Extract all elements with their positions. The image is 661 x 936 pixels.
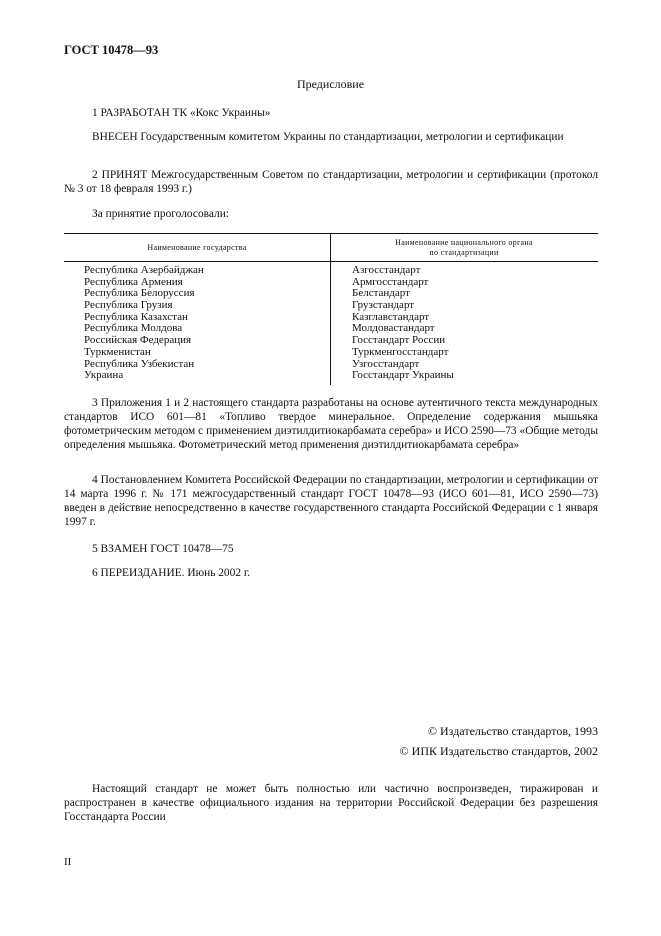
table-cell-state: Республика Белоруссия xyxy=(84,287,195,300)
table-column-states xyxy=(84,265,204,382)
table-cell-body: Молдовастандарт xyxy=(352,322,435,335)
section-6-reissue: 6 ПЕРЕИЗДАНИЕ. Июнь 2002 г. xyxy=(92,567,251,579)
page-number: II xyxy=(64,856,72,868)
section-5-replaces: 5 ВЗАМЕН ГОСТ 10478—75 xyxy=(92,543,234,555)
table-cell-state: Украина xyxy=(84,369,124,382)
table-cell-body: Азгосстандарт xyxy=(352,264,421,276)
table-cell-body: Туркменгосстандарт xyxy=(352,345,449,358)
table-header-body xyxy=(330,238,598,258)
table-column-bodies xyxy=(352,265,454,382)
section-2-adopted: 2 ПРИНЯТ Межгосударственным Советом по стандартизации, метрологии и сертификации (протокол № 3 от 18 февраля 1993 г.) xyxy=(64,169,598,195)
table-cell-body: Казглавстандарт xyxy=(352,310,430,323)
table-cell-body: Госстандарт России xyxy=(352,334,446,347)
voted-label: За принятие проголосовали: xyxy=(92,208,229,220)
table-cell-body: Грузстандарт xyxy=(352,299,415,312)
table-cell-body: Белстандарт xyxy=(352,287,410,300)
section-4-resolution: 4 Постановлением Комитета Российской Федерации по стандартизации, метрологии и сертификации от 14 марта 1996 г. № 171 межгосударственный стандарт ГОСТ 10478—93 (ИСО 601—81, ИСО 2590—73) введен в действие непосредственно в качестве государственного стандарта Российской Федерации с 1 января 1997 г. xyxy=(64,474,598,528)
table-cell-state: Республика Азербайджан xyxy=(84,264,204,276)
table-cell-state: Республика Молдова xyxy=(84,322,183,335)
table-cell-state: Республика Узбекистан xyxy=(84,357,195,370)
table-cell-state: Республика Казахстан xyxy=(84,310,188,323)
page-title: Предисловие xyxy=(296,77,365,91)
table-header-body-line1: Наименование национального органа xyxy=(395,238,533,247)
section-3-annexes: 3 Приложения 1 и 2 настоящего стандарта разработаны на основе аутентичного текста международных стандартов ИСО 601—81 «Топливо твердое минеральное. Определение содержания мышьяка фотометрическим методом с применением диэтилдитиокарбамата серебра» и ИСО 2590—73 «Общие методы определения мышьяка. Фотометрический метод применения диэтилдитиокарбамата серебра» xyxy=(64,397,598,451)
table-cell-state: Республика Армения xyxy=(84,275,183,288)
table-header-body-line2: по стандартизации xyxy=(429,248,499,257)
section-1-developed: 1 РАЗРАБОТАН ТК «Кокс Украины» xyxy=(92,107,271,119)
table-cell-body: Узгосстандарт xyxy=(352,357,420,370)
table-header-state: Наименование государства xyxy=(147,243,247,252)
table-top-rule xyxy=(64,233,598,234)
table-cell-body: Госстандарт Украины xyxy=(352,369,454,382)
reproduction-notice: Настоящий стандарт не может быть полностью или частично воспроизведен, тиражирован и распространен в качестве официального издания на территории Российской Федерации без разрешения Госстандарта России xyxy=(64,783,598,823)
table-cell-state: Российская Федерация xyxy=(84,334,192,347)
copyright-2002: © ИПК Издательство стандартов, 2002 xyxy=(399,744,598,758)
section-1-submitted: ВНЕСЕН Государственным комитетом Украины по стандартизации, метрологии и сертификации xyxy=(92,131,564,143)
table-cell-state: Туркменистан xyxy=(84,345,151,358)
table-header-rule xyxy=(64,261,598,262)
copyright-1993: © Издательство стандартов, 1993 xyxy=(427,724,598,738)
document-code: ГОСТ 10478—93 xyxy=(64,43,159,57)
table-cell-body: Армгосстандарт xyxy=(352,275,429,288)
table-cell-state: Республика Грузия xyxy=(84,299,173,312)
